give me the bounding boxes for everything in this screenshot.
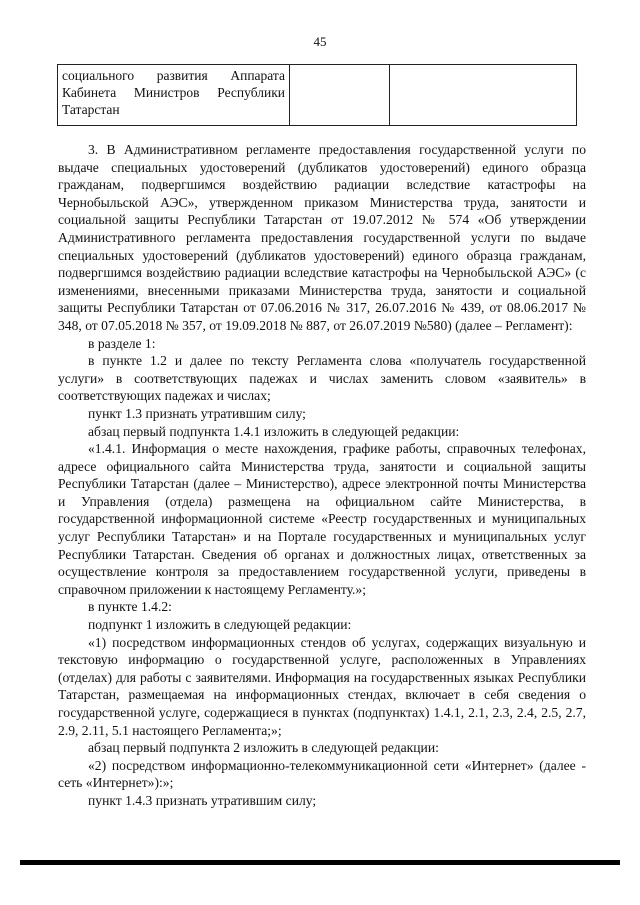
paragraph-subpoint-1-text: «1) посредством информационных стендов об услугах, содержащих визуальную и текстовую информацию о государственной услуге, расположенных в Управлениях (отделах) для работы с заявителями. Информация на государственных языках Республики Татарстан, размещаемая на информационных стендах, включает в себя сведения о государственной услуге, содержащиеся в пунктах (подпунктах) 1.4.1, 2.1, 2.3, 2.4, 2.5, 2.7, 2.9, 2.11, 5.1 настоящего Регламента;»; [58,634,586,738]
page-number: 45 [313,34,327,49]
paragraph-point-1-4-2: в пункте 1.4.2: [88,599,172,615]
table-row [58,65,577,126]
continuation-table [57,64,577,126]
document-body [58,141,586,810]
paragraph-subpoint-2-text: «2) посредством информационно-телекоммуникационной сети «Интернет» (далее - сеть «Интернет»):»; [58,757,586,791]
table-cell-empty [290,65,390,126]
table-cell-line: социального развития Аппарата [62,68,285,83]
paragraph-section-1: в разделе 1: [88,335,156,351]
paragraph-point-1-2: в пункте 1.2 и далее по тексту Регламента слова «получатель государственной услуги» в соответствующих падежах и числах заменить словом «заявитель» в соответствующих падежах и числах; [58,353,586,404]
table-cell-organization [58,65,290,126]
paragraph-subpoint-1-4-1-text: «1.4.1. Информация о месте нахождения, графике работы, справочных телефонах, адресе официального сайта Министерства труда, занятости и социальной защиты Республики Татарстан (далее – Министерство), адресе электронной почты Министерства и Управления (отдела) размещена на официальном сайте Министерства, в государственной информационной системе «Реестр государственных и муниципальных услуг Республики Татарстан» и на Портале государственных и муниципальных услуг Республики Татарстан. Сведения об органах и должностных лицах, ответственных за осуществление контроля за предоставлением государственной услуги, приведены в справочном приложении к настоящему Регламенту.»; [58,441,586,597]
paragraph-amendment-intro: 3. В Административном регламенте предоставления государственной услуги по выдаче специальных удостоверений (дубликатов удостоверений) единого образца гражданам, подвергшимся воздействию радиации вследствие катастрофы на Чернобыльской АЭС», утвержденном приказом Министерства труда, занятости и социальной защиты Республики Татарстан от 19.07.2012 № 574 «Об утверждении Административного регламента предоставления государственной услуги по выдаче специальных удостоверений (дубликатов удостоверений) единого образца гражданам, подвергшимся воздействию радиации вследствие катастрофы на Чернобыльской АЭС» (с изменениями, внесенными приказами Министерства труда, занятости и социальной защиты Республики Татарстан от 07.06.2016 № 317, 26.07.2016 № 439, от 08.06.2017 № 348, от 07.05.2018 № 357, от 19.09.2018 № 887, от 26.07.2019 №580) (далее – Регламент): [58,142,586,333]
paragraph-subpoint-1-intro: подпункт 1 изложить в следующей редакции: [88,617,352,633]
paragraph-point-1-3: пункт 1.3 признать утратившим силу; [88,405,306,421]
paragraph-point-1-4-3: пункт 1.4.3 признать утратившим силу; [88,792,317,808]
table-cell-empty [390,65,577,126]
table-cell-line: Кабинета Министров Республики [62,85,285,100]
paragraph-subpoint-1-4-1-intro: абзац первый подпункта 1.4.1 изложить в следующей редакции: [88,423,460,439]
paragraph-subpoint-2-intro: абзац первый подпункта 2 изложить в следующей редакции: [88,740,439,756]
scan-edge-bar [20,860,620,865]
table-cell-line: Татарстан [62,102,120,117]
